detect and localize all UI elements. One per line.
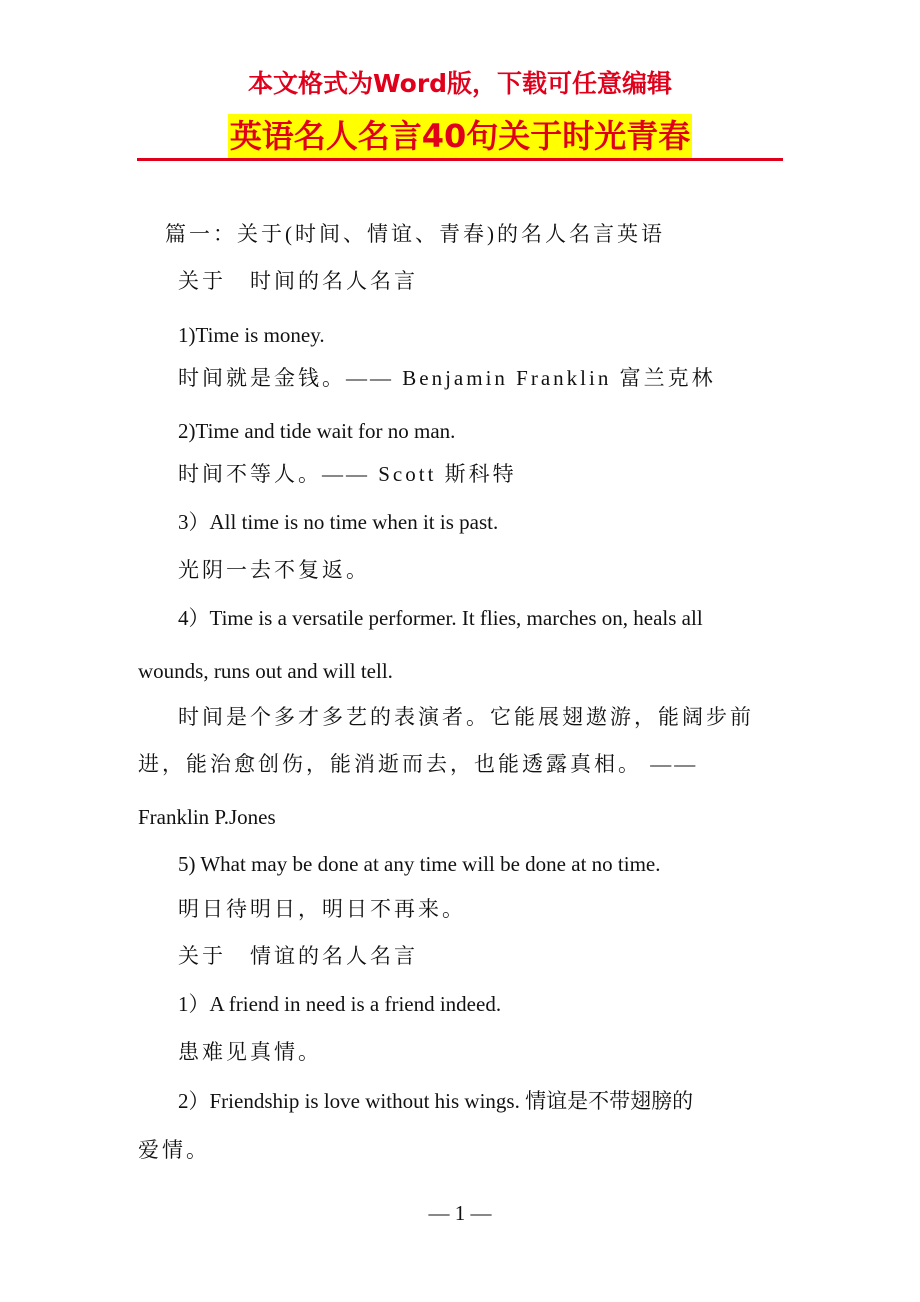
quote-en: 1）A friend in need is a friend indeed. xyxy=(178,992,502,1016)
quote-en: 3）All time is no time when it is past. xyxy=(178,510,499,534)
quote-cn: 时间就是金钱。—— Benjamin Franklin 富兰克林 xyxy=(178,366,716,390)
quote-cn: 患难见真情。 xyxy=(178,1040,322,1064)
quote-en: 2)Time and tide wait for no man. xyxy=(178,419,456,443)
quote-en: 5) What may be done at any time will be done at no time. xyxy=(178,852,661,876)
subsection-heading-friendship: 关于 情谊的名人名言 xyxy=(178,944,418,968)
quote-cn: 光阴一去不复返。 xyxy=(178,558,370,582)
quote-en-continued: wounds, runs out and will tell. xyxy=(138,659,393,683)
quote-cn-continued: 进，能治愈创伤，能消逝而去，也能透露真相。 —— xyxy=(138,752,699,776)
quote-cn: 明日待明日，明日不再来。 xyxy=(178,897,466,921)
quote-cn-continued: 爱情。 xyxy=(138,1138,210,1162)
document-notice: 本文格式为Word版，下载可任意编辑 xyxy=(247,69,673,98)
title-divider xyxy=(137,158,783,161)
section-heading: 篇一：关于(时间、情谊、青春)的名人名言英语 xyxy=(165,222,665,246)
subsection-heading-time: 关于 时间的名人名言 xyxy=(178,269,418,293)
quote-en: 2）Friendship is love without his wings. 情谊是不带翅膀的 xyxy=(178,1089,694,1113)
quote-attribution: Franklin P.Jones xyxy=(138,805,276,829)
document-title: 英语名人名言40句关于时光青春 xyxy=(228,114,693,158)
document-title-container xyxy=(0,114,920,158)
quote-en: 1)Time is money. xyxy=(178,323,325,347)
quote-cn: 时间是个多才多艺的表演者。它能展翅遨游，能阔步前 xyxy=(178,705,754,729)
page-number: — 1 — xyxy=(428,1201,492,1225)
quote-en: 4）Time is a versatile performer. It flies, marches on, heals all xyxy=(178,606,703,630)
quote-cn: 时间不等人。—— Scott 斯科特 xyxy=(178,462,517,486)
